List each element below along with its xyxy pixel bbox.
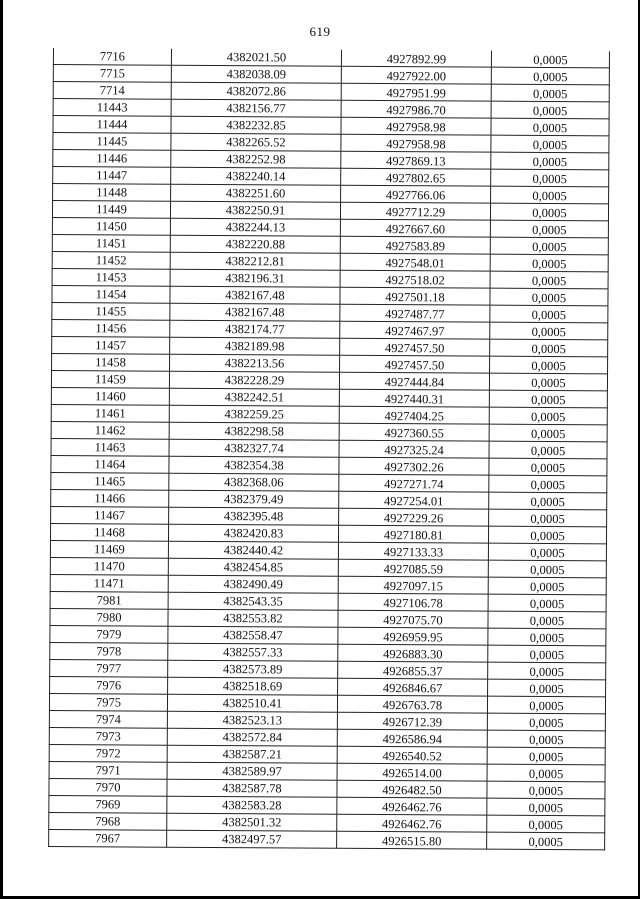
coordinates-table-body bbox=[49, 48, 610, 850]
accuracy-cell: 0,0005 bbox=[490, 271, 608, 289]
x-coordinate-cell: 4382440.42 bbox=[168, 541, 338, 559]
x-coordinate-cell: 4382189.98 bbox=[170, 337, 340, 355]
accuracy-cell: 0,0005 bbox=[491, 84, 609, 102]
y-coordinate-cell: 4927229.26 bbox=[339, 508, 489, 526]
y-coordinate-cell: 4927133.33 bbox=[338, 542, 488, 560]
point-number-cell: 7716 bbox=[53, 48, 171, 65]
y-coordinate-cell: 4927360.55 bbox=[339, 423, 489, 441]
x-coordinate-cell: 4382167.48 bbox=[170, 303, 340, 321]
y-coordinate-cell: 4926959.95 bbox=[338, 627, 488, 645]
point-number-cell: 11449 bbox=[52, 201, 170, 219]
point-number-cell: 11452 bbox=[52, 251, 170, 269]
y-coordinate-cell: 4926855.37 bbox=[338, 661, 488, 679]
point-number-cell: 11455 bbox=[52, 302, 170, 320]
accuracy-cell: 0,0005 bbox=[489, 458, 607, 476]
point-number-cell: 11446 bbox=[53, 150, 171, 168]
x-coordinate-cell: 4382167.48 bbox=[170, 286, 340, 304]
y-coordinate-cell: 4927457.50 bbox=[340, 355, 490, 373]
point-number-cell: 11454 bbox=[52, 285, 170, 303]
y-coordinate-cell: 4927487.77 bbox=[340, 304, 490, 322]
point-number-cell: 7969 bbox=[49, 795, 167, 813]
point-number-cell: 11456 bbox=[52, 319, 170, 337]
accuracy-cell: 0,0005 bbox=[490, 237, 608, 255]
point-number-cell: 11464 bbox=[51, 455, 169, 473]
point-number-cell: 11460 bbox=[51, 387, 169, 405]
y-coordinate-cell: 4927518.02 bbox=[340, 270, 490, 288]
accuracy-cell: 0,0005 bbox=[489, 390, 607, 408]
accuracy-cell: 0,0005 bbox=[487, 815, 605, 833]
x-coordinate-cell: 4382543.35 bbox=[168, 592, 338, 610]
x-coordinate-cell: 4382072.86 bbox=[171, 82, 341, 100]
accuracy-cell: 0,0005 bbox=[489, 373, 607, 391]
x-coordinate-cell: 4382240.14 bbox=[171, 167, 341, 185]
y-coordinate-cell: 4927892.99 bbox=[341, 50, 491, 67]
x-coordinate-cell: 4382259.25 bbox=[169, 405, 339, 423]
y-coordinate-cell: 4926540.52 bbox=[337, 746, 487, 764]
point-number-cell: 11459 bbox=[51, 370, 169, 388]
x-coordinate-cell: 4382553.82 bbox=[168, 609, 338, 627]
y-coordinate-cell: 4927922.00 bbox=[341, 66, 491, 84]
y-coordinate-cell: 4926883.30 bbox=[338, 644, 488, 662]
x-coordinate-cell: 4382454.85 bbox=[168, 558, 338, 576]
accuracy-cell: 0,0005 bbox=[489, 475, 607, 493]
y-coordinate-cell: 4926514.00 bbox=[337, 763, 487, 781]
accuracy-cell: 0,0005 bbox=[491, 135, 609, 153]
x-coordinate-cell: 4382368.06 bbox=[169, 473, 339, 491]
y-coordinate-cell: 4927667.60 bbox=[340, 219, 490, 237]
point-number-cell: 11451 bbox=[52, 234, 170, 252]
x-coordinate-cell: 4382354.38 bbox=[169, 456, 339, 474]
y-coordinate-cell: 4927444.84 bbox=[339, 372, 489, 390]
y-coordinate-cell: 4926712.39 bbox=[337, 712, 487, 730]
point-number-cell: 11447 bbox=[53, 167, 171, 185]
accuracy-cell: 0,0005 bbox=[489, 492, 607, 510]
y-coordinate-cell: 4926846.67 bbox=[338, 678, 488, 696]
accuracy-cell: 0,0005 bbox=[488, 628, 606, 646]
x-coordinate-cell: 4382298.58 bbox=[169, 422, 339, 440]
y-coordinate-cell: 4927106.78 bbox=[338, 593, 488, 611]
accuracy-cell: 0,0005 bbox=[490, 288, 608, 306]
y-coordinate-cell: 4927302.26 bbox=[339, 457, 489, 475]
x-coordinate-cell: 4382523.13 bbox=[167, 711, 337, 729]
y-coordinate-cell: 4927254.01 bbox=[339, 491, 489, 509]
scan-edge-left bbox=[0, 0, 3, 899]
accuracy-cell: 0,0005 bbox=[488, 611, 606, 629]
accuracy-cell: 0,0005 bbox=[488, 594, 606, 612]
point-number-cell: 11462 bbox=[51, 421, 169, 439]
accuracy-cell: 0,0005 bbox=[487, 798, 605, 816]
x-coordinate-cell: 4382572.84 bbox=[167, 728, 337, 746]
point-number-cell: 11450 bbox=[52, 217, 170, 235]
y-coordinate-cell: 4926462.76 bbox=[337, 797, 487, 815]
accuracy-cell: 0,0005 bbox=[487, 764, 605, 782]
accuracy-cell: 0,0005 bbox=[488, 526, 606, 544]
accuracy-cell: 0,0005 bbox=[490, 322, 608, 340]
point-number-cell: 7975 bbox=[49, 693, 167, 711]
y-coordinate-cell: 4927501.18 bbox=[340, 287, 490, 305]
y-coordinate-cell: 4927958.98 bbox=[341, 134, 491, 152]
point-number-cell: 11453 bbox=[52, 268, 170, 286]
accuracy-cell: 0,0005 bbox=[490, 254, 608, 272]
point-number-cell: 11468 bbox=[50, 523, 168, 541]
point-number-cell: 7980 bbox=[50, 608, 168, 626]
x-coordinate-cell: 4382242.51 bbox=[169, 388, 339, 406]
accuracy-cell: 0,0005 bbox=[490, 339, 608, 357]
y-coordinate-cell: 4926482.50 bbox=[337, 780, 487, 798]
point-number-cell: 11443 bbox=[53, 99, 171, 117]
accuracy-cell: 0,0005 bbox=[491, 152, 609, 170]
point-number-cell: 11458 bbox=[52, 353, 170, 371]
x-coordinate-cell: 4382174.77 bbox=[170, 320, 340, 338]
point-number-cell: 7978 bbox=[50, 642, 168, 660]
point-number-cell: 7967 bbox=[49, 829, 167, 847]
x-coordinate-cell: 4382232.85 bbox=[171, 116, 341, 134]
y-coordinate-cell: 4927440.31 bbox=[339, 389, 489, 407]
y-coordinate-cell: 4927869.13 bbox=[341, 151, 491, 169]
accuracy-cell: 0,0005 bbox=[491, 101, 609, 119]
y-coordinate-cell: 4927457.50 bbox=[340, 338, 490, 356]
x-coordinate-cell: 4382021.50 bbox=[171, 49, 341, 67]
point-number-cell: 11466 bbox=[51, 489, 169, 507]
x-coordinate-cell: 4382557.33 bbox=[168, 643, 338, 661]
point-number-cell: 11465 bbox=[51, 472, 169, 490]
x-coordinate-cell: 4382518.69 bbox=[168, 677, 338, 695]
point-number-cell: 11461 bbox=[51, 404, 169, 422]
x-coordinate-cell: 4382420.83 bbox=[168, 524, 338, 542]
point-number-cell: 11467 bbox=[51, 506, 169, 524]
point-number-cell: 7981 bbox=[50, 591, 168, 609]
point-number-cell: 11463 bbox=[51, 438, 169, 456]
x-coordinate-cell: 4382497.57 bbox=[167, 830, 337, 848]
x-coordinate-cell: 4382251.60 bbox=[171, 184, 341, 202]
accuracy-cell: 0,0005 bbox=[490, 203, 608, 221]
point-number-cell: 7714 bbox=[53, 82, 171, 100]
accuracy-cell: 0,0005 bbox=[488, 543, 606, 561]
x-coordinate-cell: 4382327.74 bbox=[169, 439, 339, 457]
point-number-cell: 11471 bbox=[50, 574, 168, 592]
y-coordinate-cell: 4927097.15 bbox=[338, 576, 488, 594]
x-coordinate-cell: 4382228.29 bbox=[169, 371, 339, 389]
y-coordinate-cell: 4926586.94 bbox=[337, 729, 487, 747]
point-number-cell: 11457 bbox=[52, 336, 170, 354]
accuracy-cell: 0,0005 bbox=[489, 441, 607, 459]
x-coordinate-cell: 4382587.21 bbox=[167, 745, 337, 763]
point-number-cell: 7976 bbox=[50, 676, 168, 694]
x-coordinate-cell: 4382244.13 bbox=[170, 218, 340, 236]
accuracy-cell: 0,0005 bbox=[489, 509, 607, 527]
accuracy-cell: 0,0005 bbox=[490, 220, 608, 238]
accuracy-cell: 0,0005 bbox=[491, 51, 609, 68]
accuracy-cell: 0,0005 bbox=[489, 424, 607, 442]
x-coordinate-cell: 4382220.88 bbox=[170, 235, 340, 253]
accuracy-cell: 0,0005 bbox=[488, 679, 606, 697]
accuracy-cell: 0,0005 bbox=[487, 713, 605, 731]
table-row bbox=[49, 829, 605, 849]
point-number-cell: 11445 bbox=[53, 133, 171, 151]
x-coordinate-cell: 4382252.98 bbox=[171, 150, 341, 168]
y-coordinate-cell: 4927467.97 bbox=[340, 321, 490, 339]
point-number-cell: 7979 bbox=[50, 625, 168, 643]
x-coordinate-cell: 4382196.31 bbox=[170, 269, 340, 287]
accuracy-cell: 0,0005 bbox=[487, 781, 605, 799]
point-number-cell: 11444 bbox=[53, 116, 171, 134]
x-coordinate-cell: 4382558.47 bbox=[168, 626, 338, 644]
point-number-cell: 11448 bbox=[53, 184, 171, 202]
y-coordinate-cell: 4926462.76 bbox=[337, 814, 487, 832]
point-number-cell: 7715 bbox=[53, 65, 171, 83]
y-coordinate-cell: 4927325.24 bbox=[339, 440, 489, 458]
x-coordinate-cell: 4382573.89 bbox=[168, 660, 338, 678]
accuracy-cell: 0,0005 bbox=[487, 730, 605, 748]
y-coordinate-cell: 4927548.01 bbox=[340, 253, 490, 271]
y-coordinate-cell: 4927085.59 bbox=[338, 559, 488, 577]
y-coordinate-cell: 4927271.74 bbox=[339, 474, 489, 492]
accuracy-cell: 0,0005 bbox=[487, 696, 605, 714]
point-number-cell: 7972 bbox=[49, 744, 167, 762]
x-coordinate-cell: 4382395.48 bbox=[169, 507, 339, 525]
accuracy-cell: 0,0005 bbox=[491, 67, 609, 85]
point-number-cell: 7971 bbox=[49, 761, 167, 779]
accuracy-cell: 0,0005 bbox=[488, 577, 606, 595]
accuracy-cell: 0,0005 bbox=[487, 747, 605, 765]
x-coordinate-cell: 4382583.28 bbox=[167, 796, 337, 814]
y-coordinate-cell: 4927404.25 bbox=[339, 406, 489, 424]
point-number-cell: 11470 bbox=[50, 557, 168, 575]
point-number-cell: 7974 bbox=[49, 710, 167, 728]
y-coordinate-cell: 4927766.06 bbox=[341, 185, 491, 203]
accuracy-cell: 0,0005 bbox=[491, 186, 609, 204]
accuracy-cell: 0,0005 bbox=[489, 407, 607, 425]
accuracy-cell: 0,0005 bbox=[491, 118, 609, 136]
x-coordinate-cell: 4382156.77 bbox=[171, 99, 341, 117]
y-coordinate-cell: 4927958.98 bbox=[341, 117, 491, 135]
point-number-cell: 7970 bbox=[49, 778, 167, 796]
y-coordinate-cell: 4927075.70 bbox=[338, 610, 488, 628]
x-coordinate-cell: 4382589.97 bbox=[167, 762, 337, 780]
x-coordinate-cell: 4382490.49 bbox=[168, 575, 338, 593]
coordinates-table bbox=[48, 48, 610, 850]
x-coordinate-cell: 4382212.81 bbox=[170, 252, 340, 270]
y-coordinate-cell: 4927802.65 bbox=[341, 168, 491, 186]
x-coordinate-cell: 4382379.49 bbox=[169, 490, 339, 508]
x-coordinate-cell: 4382510.41 bbox=[167, 694, 337, 712]
y-coordinate-cell: 4926763.78 bbox=[337, 695, 487, 713]
point-number-cell: 7977 bbox=[50, 659, 168, 677]
accuracy-cell: 0,0005 bbox=[487, 832, 605, 850]
y-coordinate-cell: 4926515.80 bbox=[337, 831, 487, 849]
y-coordinate-cell: 4927986.70 bbox=[341, 100, 491, 118]
point-number-cell: 7973 bbox=[49, 727, 167, 745]
y-coordinate-cell: 4927180.81 bbox=[338, 525, 488, 543]
accuracy-cell: 0,0005 bbox=[488, 560, 606, 578]
x-coordinate-cell: 4382250.91 bbox=[170, 201, 340, 219]
x-coordinate-cell: 4382038.09 bbox=[171, 65, 341, 83]
accuracy-cell: 0,0005 bbox=[490, 305, 608, 323]
y-coordinate-cell: 4927951.99 bbox=[341, 83, 491, 101]
x-coordinate-cell: 4382587.78 bbox=[167, 779, 337, 797]
x-coordinate-cell: 4382213.56 bbox=[170, 354, 340, 372]
point-number-cell: 7968 bbox=[49, 812, 167, 830]
page-number: 619 bbox=[309, 24, 331, 39]
accuracy-cell: 0,0005 bbox=[488, 645, 606, 663]
point-number-cell: 11469 bbox=[50, 540, 168, 558]
accuracy-cell: 0,0005 bbox=[490, 356, 608, 374]
y-coordinate-cell: 4927712.29 bbox=[340, 202, 490, 220]
y-coordinate-cell: 4927583.89 bbox=[340, 236, 490, 254]
x-coordinate-cell: 4382265.52 bbox=[171, 133, 341, 151]
accuracy-cell: 0,0005 bbox=[488, 662, 606, 680]
accuracy-cell: 0,0005 bbox=[491, 169, 609, 187]
x-coordinate-cell: 4382501.32 bbox=[167, 813, 337, 831]
